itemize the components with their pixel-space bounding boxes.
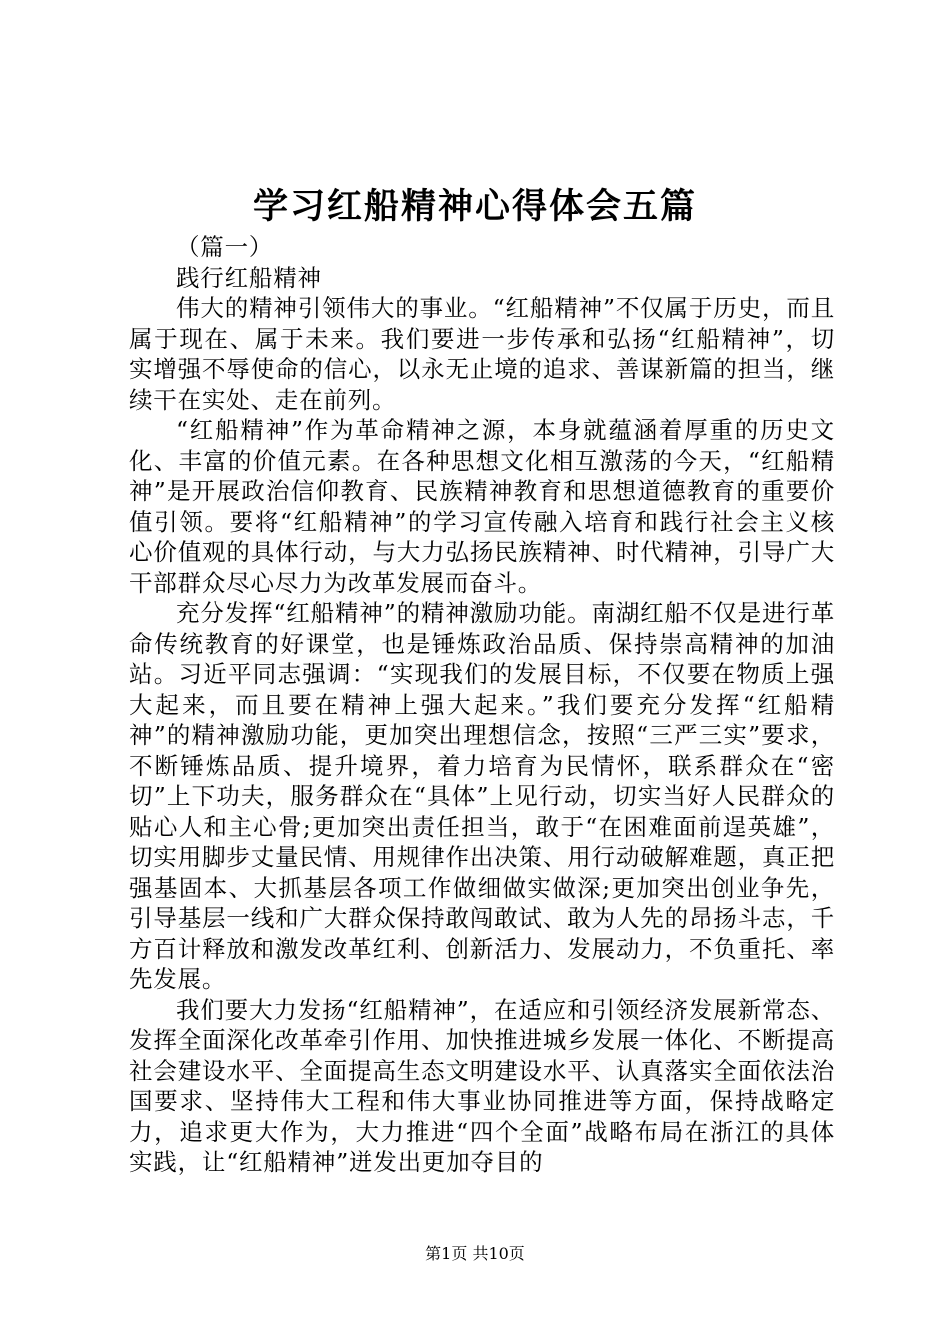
paragraph: 我们要大力发扬“红船精神”，在适应和引领经济发展新常态、发挥全面深化改革牵引作用、加快推进城乡发展一体化、不断提高社会建设水平、全面提高生态文明建设水平、认真落实全面依法治国要求、坚持伟大工程和伟大事业协同推进等方面，保持战略定力，追求更大作为，大力推进“四个全面”战略布局在浙江的具体实践，让“红船精神”迸发出更加夺目的 [129, 995, 835, 1176]
document-body [129, 232, 835, 1178]
section-label: （篇一） [176, 233, 274, 261]
page-footer: 第1页 共10页 [425, 1244, 525, 1263]
paragraph: 充分发挥“红船精神”的精神激励功能。南湖红船不仅是进行革命传统教育的好课堂，也是锤炼政治品质、保持崇高精神的加油站。习近平同志强调：“实现我们的发展目标，不仅要在物质上强大起来，而且要在精神上强大起来。”我们要充分发挥“红船精神”的精神激励功能，更加突出理想信念，按照“三严三实”要求，不断锤炼品质、提升境界，着力培育为民情怀，联系群众在“密切”上下功夫，服务群众在“具体”上见行动，切实当好人民群众的贴心人和主心骨;更加突出责任担当，敢于“在困难面前逞英雄”，切实用脚步丈量民情、用规律作出决策、用行动破解难题，真正把强基固本、大抓基层各项工作做细做实做深;更加突出创业争先，引导基层一线和广大群众保持敢闯敢试、敢为人先的昂扬斗志，千方百计释放和激发改革红利、创新活力、发展动力，不负重托、率先发展。 [129, 599, 835, 993]
paragraph: “红船精神”作为革命精神之源，本身就蕴涵着厚重的历史文化、丰富的价值元素。在各种思想文化相互激荡的今天，“红船精神”是开展政治信仰教育、民族精神教育和思想道德教育的重要价值引领。要将“红船精神”的学习宣传融入培育和践行社会主义核心价值观的具体行动，与大力弘扬民族精神、时代精神，引导广大干部群众尽心尽力为改革发展而奋斗。 [129, 416, 835, 597]
paragraph: 伟大的精神引领伟大的事业。“红船精神”不仅属于历史，而且属于现在、属于未来。我们要进一步传承和弘扬“红船精神”，切实增强不辱使命的信心，以永无止境的追求、善谋新篇的担当，继续干在实处、走在前列。 [129, 294, 835, 414]
document-title: 学习红船精神心得体会五篇 [252, 186, 697, 227]
section-heading: 践行红船精神 [176, 263, 322, 292]
